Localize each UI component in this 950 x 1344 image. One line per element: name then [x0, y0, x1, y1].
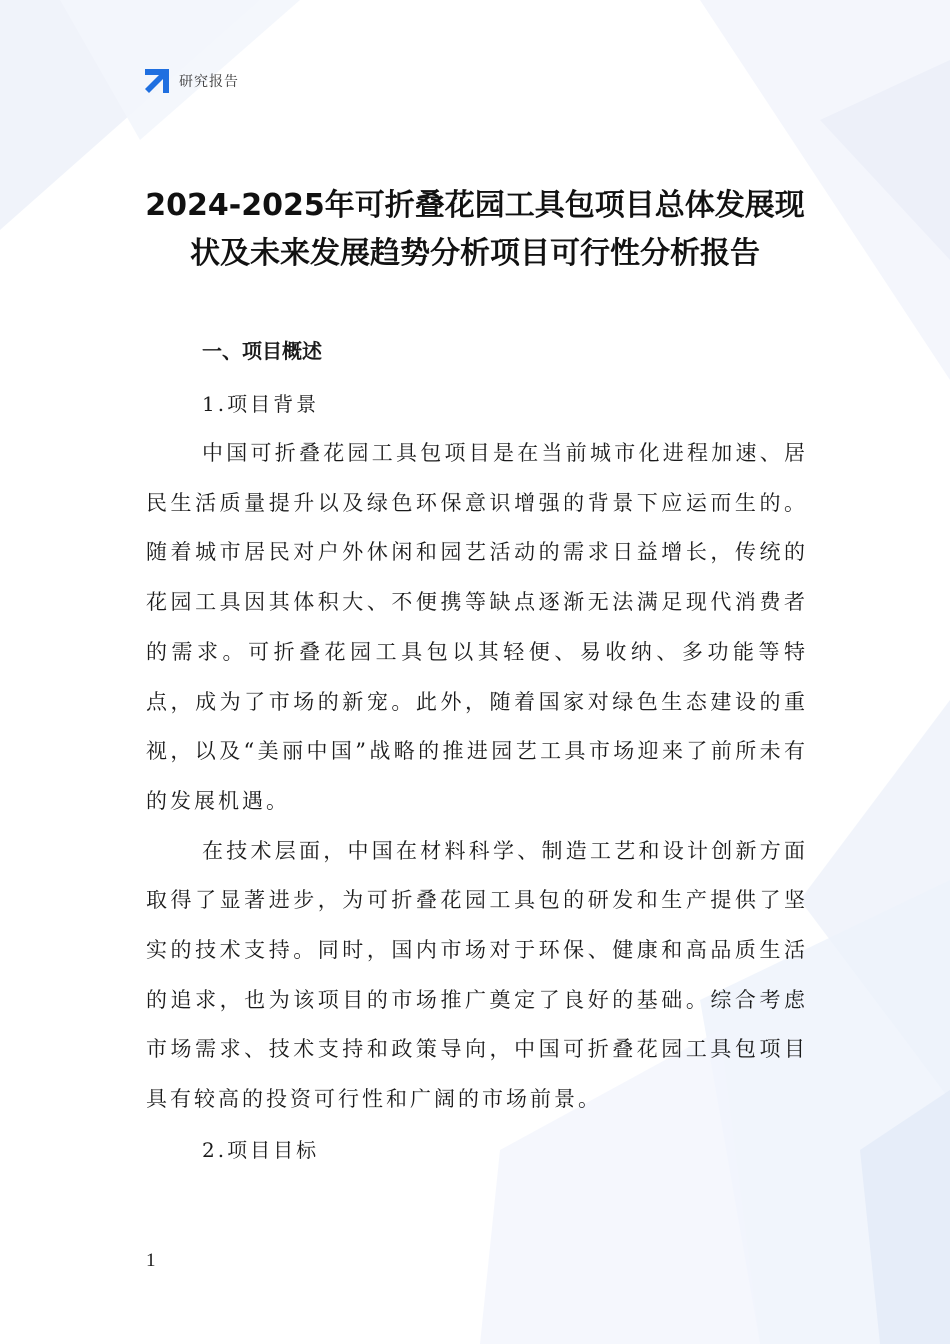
header-label: 研究报告 — [179, 74, 239, 90]
document-title — [120, 182, 830, 278]
title-line-1: 2024-2025年可折叠花园工具包项目总体发展现 — [145, 188, 805, 223]
background-paragraph-2: 在技术层面，中国在材料科学、制造工艺和设计创新方面取得了显著进步，为可折叠花园工具包的研发和生产提供了坚实的技术支持。同时，国内市场对于环保、健康和高品质生活的追求，也为该项目的市场推广奠定了良好的基础。综合考虑市场需求、技术支持和政策导向，中国可折叠花园工具包项目具有较高的投资可行性和广阔的市场前景。 — [146, 838, 808, 1112]
subheading-background: 1.项目背景 — [202, 392, 320, 416]
background-paragraph-1: 中国可折叠花园工具包项目是在当前城市化进程加速、居民生活质量提升以及绿色环保意识增强的背景下应运而生的。随着城市居民对户外休闲和园艺活动的需求日益增长，传统的花园工具因其体积大、不便携等缺点逐渐无法满足现代消费者的需求。可折叠花园工具包以其轻便、易收纳、多功能等特点，成为了市场的新宠。此外，随着国家对绿色生态建设的重视，以及“美丽中国”战略的推进园艺工具市场迎来了前所未有的发展机遇。 — [146, 441, 808, 813]
document-body — [146, 330, 808, 1175]
page-number: 1 — [146, 1250, 156, 1271]
title-line-2: 状及未来发展趋势分析项目可行性分析报告 — [190, 236, 760, 271]
report-header — [143, 67, 239, 95]
section-heading-overview: 一、项目概述 — [202, 339, 322, 363]
arrow-logo-icon — [143, 67, 171, 95]
subheading-goal: 2.项目目标 — [202, 1137, 320, 1162]
